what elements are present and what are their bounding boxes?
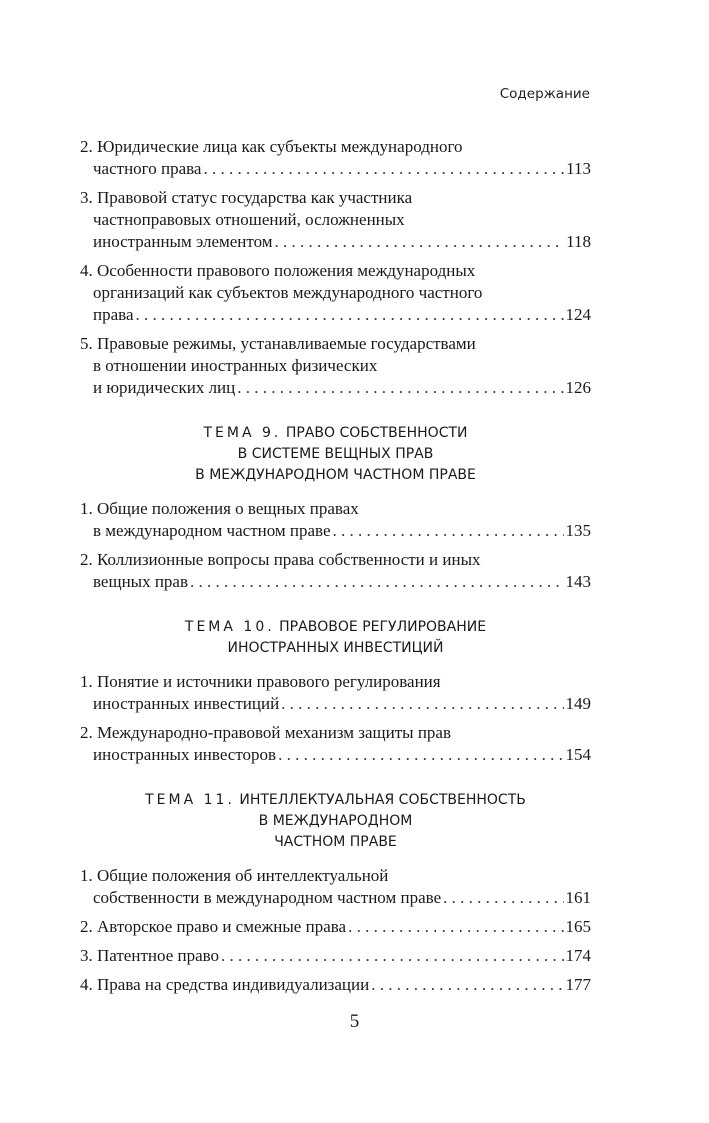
topic-number: ТЕМА 11. xyxy=(145,792,235,808)
toc-page-number: 118 xyxy=(566,232,591,251)
topic-heading xyxy=(80,790,591,853)
toc-entry-text: 2. Авторское право и смежные права xyxy=(80,917,347,936)
toc-entry[interactable] xyxy=(80,974,591,996)
running-head: Содержание xyxy=(499,86,590,102)
toc-entry[interactable] xyxy=(80,136,591,180)
toc-page-number: 149 xyxy=(565,694,591,713)
toc-page-number: 154 xyxy=(565,745,591,764)
toc-entry-text: и юридических лиц xyxy=(93,378,236,397)
toc-page-number: 177 xyxy=(565,975,591,994)
toc-entry[interactable] xyxy=(80,498,591,542)
toc-entry[interactable] xyxy=(80,260,591,326)
topic-title: ИНОСТРАННЫХ ИНВЕСТИЦИЙ xyxy=(227,640,444,656)
toc-entry-text: иностранным элементом xyxy=(93,232,273,251)
dot-leader xyxy=(278,744,563,766)
toc-entry-last-line xyxy=(80,158,591,180)
toc-entry-last-line xyxy=(80,377,591,399)
toc-entry-text: 3. Патентное право xyxy=(80,946,220,965)
toc-entry-text: вещных прав xyxy=(93,572,189,591)
toc-entry-last-line xyxy=(80,945,591,967)
toc-entry-text: частного права xyxy=(93,159,202,178)
dot-leader xyxy=(275,231,565,253)
toc-entry-text: в отношении иностранных физических xyxy=(93,356,378,375)
topic-title: ПРАВОВОЕ РЕГУЛИРОВАНИЕ xyxy=(279,619,487,635)
toc-page-number: 161 xyxy=(565,888,591,907)
toc-entry-last-line xyxy=(80,744,591,766)
topic-heading xyxy=(80,617,591,659)
toc-page-number: 126 xyxy=(565,378,591,397)
topic-heading-line xyxy=(80,423,591,444)
toc-entry-text: 2. Международно-правовой механизм защиты прав xyxy=(80,723,452,742)
topic-heading-line xyxy=(80,638,591,659)
toc-entry-last-line xyxy=(80,304,591,326)
toc-entry-text: 5. Правовые режимы, устанавливаемые государствами xyxy=(80,334,476,353)
toc-entry-text: 2. Юридические лица как субъекты международного xyxy=(80,137,463,156)
dot-leader xyxy=(443,887,563,909)
toc-entry-text: собственности в международном частном праве xyxy=(93,888,442,907)
topic-heading xyxy=(80,423,591,486)
dot-leader xyxy=(237,377,563,399)
toc-entry-last-line xyxy=(80,916,591,938)
toc-entry[interactable] xyxy=(80,187,591,253)
toc-page-number: 174 xyxy=(565,946,591,965)
topic-number: ТЕМА 10. xyxy=(184,619,275,635)
toc-entry-text: 1. Общие положения о вещных правах xyxy=(80,499,359,518)
topic-heading-line xyxy=(80,465,591,486)
toc-entry-last-line xyxy=(80,571,591,593)
toc-entry-text: организаций как субъектов международного частного xyxy=(93,283,483,302)
dot-leader xyxy=(333,520,564,542)
toc-entry-text: 1. Общие положения об интеллектуальной xyxy=(80,866,389,885)
topic-title: В МЕЖДУНАРОДНОМ ЧАСТНОМ ПРАВЕ xyxy=(195,467,476,483)
toc-entry-text: частноправовых отношений, осложненных xyxy=(93,210,405,229)
dot-leader xyxy=(203,158,564,180)
toc-entry-last-line xyxy=(80,887,591,909)
toc-entry[interactable] xyxy=(80,945,591,967)
topic-heading-line xyxy=(80,811,591,832)
topic-heading-line xyxy=(80,617,591,638)
toc-page-number: 113 xyxy=(566,159,591,178)
table-of-contents xyxy=(80,136,591,1003)
toc-page-number: 143 xyxy=(565,572,591,591)
toc-entry-last-line xyxy=(80,693,591,715)
topic-title: В СИСТЕМЕ ВЕЩНЫХ ПРАВ xyxy=(237,446,434,462)
toc-entry-text: 3. Правовой статус государства как участника xyxy=(80,188,413,207)
toc-entry-text: 2. Коллизионные вопросы права собственности и иных xyxy=(80,550,481,569)
page-number: 5 xyxy=(349,1011,360,1032)
toc-entry-text: права xyxy=(93,305,134,324)
topic-heading-line xyxy=(80,444,591,465)
topic-heading-line xyxy=(80,832,591,853)
toc-entry[interactable] xyxy=(80,722,591,766)
toc-entry-text: иностранных инвестиций xyxy=(93,694,280,713)
topic-title: ИНТЕЛЛЕКТУАЛЬНАЯ СОБСТВЕННОСТЬ xyxy=(239,792,526,808)
dot-leader xyxy=(348,916,563,938)
toc-page-number: 135 xyxy=(565,521,591,540)
toc-page-number: 124 xyxy=(565,305,591,324)
dot-leader xyxy=(371,974,563,996)
topic-title: ПРАВО СОБСТВЕННОСТИ xyxy=(285,425,468,441)
topic-title: ЧАСТНОМ ПРАВЕ xyxy=(274,834,397,850)
toc-entry-text: 4. Права на средства индивидуализации xyxy=(80,975,370,994)
toc-entry-text: иностранных инвесторов xyxy=(93,745,277,764)
toc-entry-last-line xyxy=(80,520,591,542)
dot-leader xyxy=(190,571,563,593)
topic-heading-line xyxy=(80,790,591,811)
dot-leader xyxy=(221,945,563,967)
topic-title: В МЕЖДУНАРОДНОМ xyxy=(258,813,413,829)
toc-entry-last-line xyxy=(80,974,591,996)
toc-entry[interactable] xyxy=(80,549,591,593)
toc-entry[interactable] xyxy=(80,865,591,909)
toc-page-number: 165 xyxy=(565,917,591,936)
toc-entry-last-line xyxy=(80,231,591,253)
toc-entry[interactable] xyxy=(80,333,591,399)
toc-entry-text: 4. Особенности правового положения международных xyxy=(80,261,476,280)
dot-leader xyxy=(281,693,563,715)
toc-entry[interactable] xyxy=(80,916,591,938)
toc-entry[interactable] xyxy=(80,671,591,715)
toc-entry-text: 1. Понятие и источники правового регулирования xyxy=(80,672,441,691)
topic-number: ТЕМА 9. xyxy=(203,425,282,441)
toc-entry-text: в международном частном праве xyxy=(93,521,331,540)
dot-leader xyxy=(136,304,564,326)
